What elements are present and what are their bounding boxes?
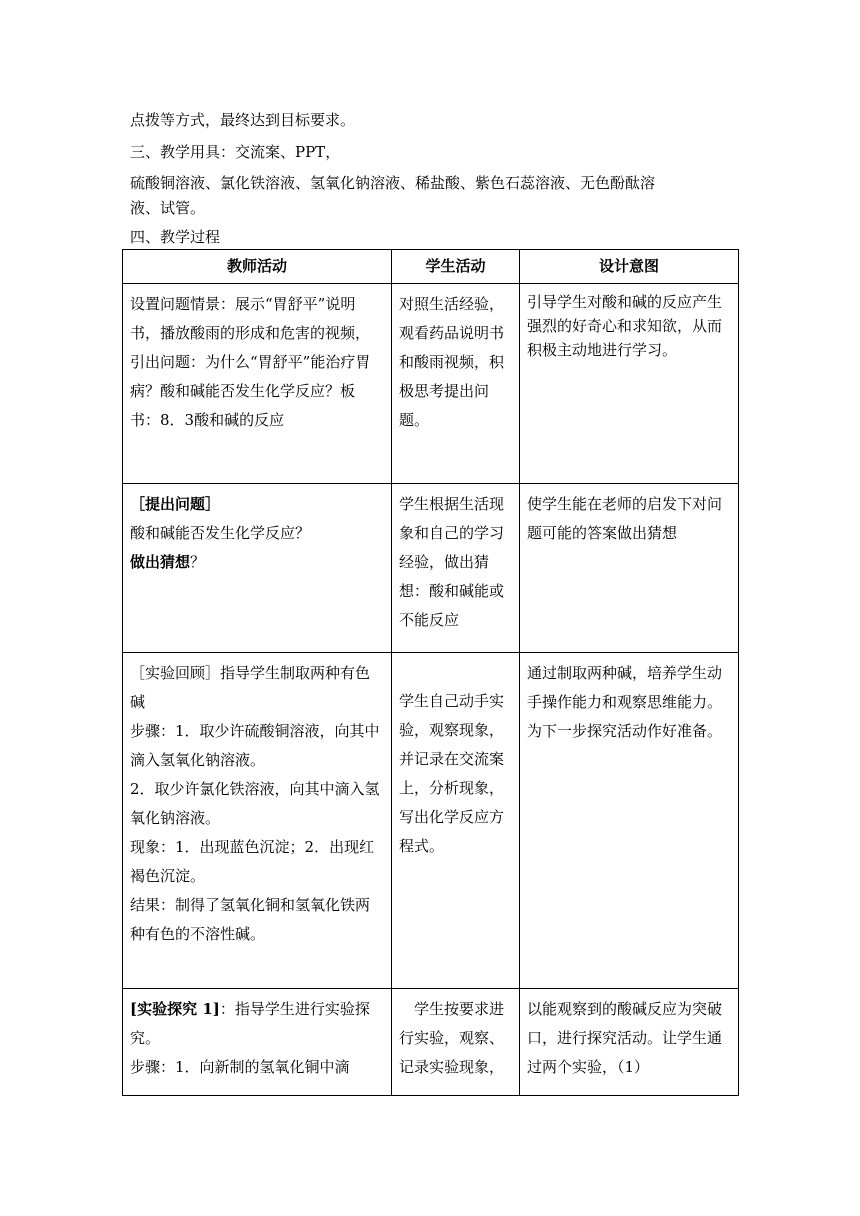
teacher-text: 现象：1．出现蓝色沉淀；2．出现红褐色沉淀。 (130, 838, 375, 885)
table-row (123, 989, 739, 1096)
student-activity-cell (392, 484, 520, 653)
header-student-activity: 学生活动 (392, 250, 520, 284)
teacher-text: 步骤：1．取少许硫酸铜溶液，向其中滴入氢氧化钠溶液。 (130, 722, 380, 769)
design-intent-cell (520, 284, 739, 484)
hypothesis-label: 做出猜想 (130, 553, 191, 571)
student-text: 学生根据生活现象和自己的学习经验，做出猜想：酸和碱能或不能反应 (399, 495, 505, 629)
teacher-activity-cell (123, 989, 392, 1096)
experiment-tail: ：指导学生进行实验探究。 (130, 1000, 370, 1047)
design-text: 通过制取两种碱，培养学生动手操作能力和观察思维能力。为下一步探究活动作好准备。 (527, 664, 723, 740)
student-activity-cell (392, 989, 520, 1096)
intro-line-4: 液、试管。 (130, 199, 206, 217)
student-text: 对照生活经验，观看药品说明书和酸雨视频，积极思考提出问题。 (399, 295, 505, 429)
question-text: 酸和碱能否发生化学反应？ (130, 524, 311, 542)
teacher-text: 步骤：1．向新制的氢氧化铜中滴 (130, 1058, 350, 1076)
experiment-heading (130, 995, 384, 1053)
hypothesis-line (130, 548, 384, 577)
experiment-label: [实验探究 1] (130, 1000, 220, 1018)
intro-line-3: 硫酸铜溶液、氯化铁溶液、氢氧化钠溶液、稀盐酸、紫色石蕊溶液、无色酚酞溶 (130, 174, 656, 192)
intro-line-1: 点拨等方式，最终达到目标要求。 (130, 111, 356, 129)
teacher-text: ［实验回顾］指导学生制取两种有色碱 (130, 664, 371, 711)
design-intent-cell (520, 989, 739, 1096)
teacher-text: 结果：制得了氢氧化铜和氢氧化铁两种有色的不溶性碱。 (130, 896, 371, 943)
hypothesis-tail: ？ (190, 553, 206, 571)
student-text: 学生自己动手实验，观察现象，并记录在交流案上，分析现象，写出化学反应方程式。 (399, 692, 505, 855)
design-intent-cell (520, 653, 739, 989)
design-intent-cell (520, 484, 739, 653)
table-row (123, 284, 739, 484)
teacher-text: 设置问题情景：展示“胃舒平”说明书，播放酸雨的形成和危害的视频，引出问题：为什么“胃舒平”能治疗胃病？酸和碱能否发生化学反应？板书：8．3酸和碱的反应 (130, 295, 371, 429)
section-heading-process: 四、教学过程 (130, 228, 221, 246)
question-heading: ［提出问题］ (130, 495, 221, 513)
design-text: 以能观察到的酸碱反应为突破口，进行探究活动。让学生通过两个实验，（1） (527, 1000, 723, 1076)
header-teacher-activity: 教师活动 (123, 250, 392, 284)
design-text: 引导学生对酸和碱的反应产生强烈的好奇心和求知欲，从而积极主动地进行学习。 (527, 293, 723, 359)
teacher-activity-cell (123, 484, 392, 653)
teacher-text: 2．取少许氯化铁溶液，向其中滴入氢氧化钠溶液。 (130, 780, 380, 827)
teaching-process-table (122, 249, 739, 1096)
teacher-activity-cell (123, 653, 392, 989)
teacher-activity-cell (123, 284, 392, 484)
intro-line-2: 三、教学用具：交流案、PPT， (130, 143, 341, 161)
design-text: 使学生能在老师的启发下对问题可能的答案做出猜想 (527, 495, 723, 542)
header-design-intent: 设计意图 (520, 250, 739, 284)
student-activity-cell (392, 653, 520, 989)
table-row (123, 653, 739, 989)
student-activity-cell (392, 284, 520, 484)
table-header-row (123, 250, 739, 284)
student-text: 学生按要求进行实验，观察、记录实验现象， (399, 1000, 505, 1076)
table-row (123, 484, 739, 653)
